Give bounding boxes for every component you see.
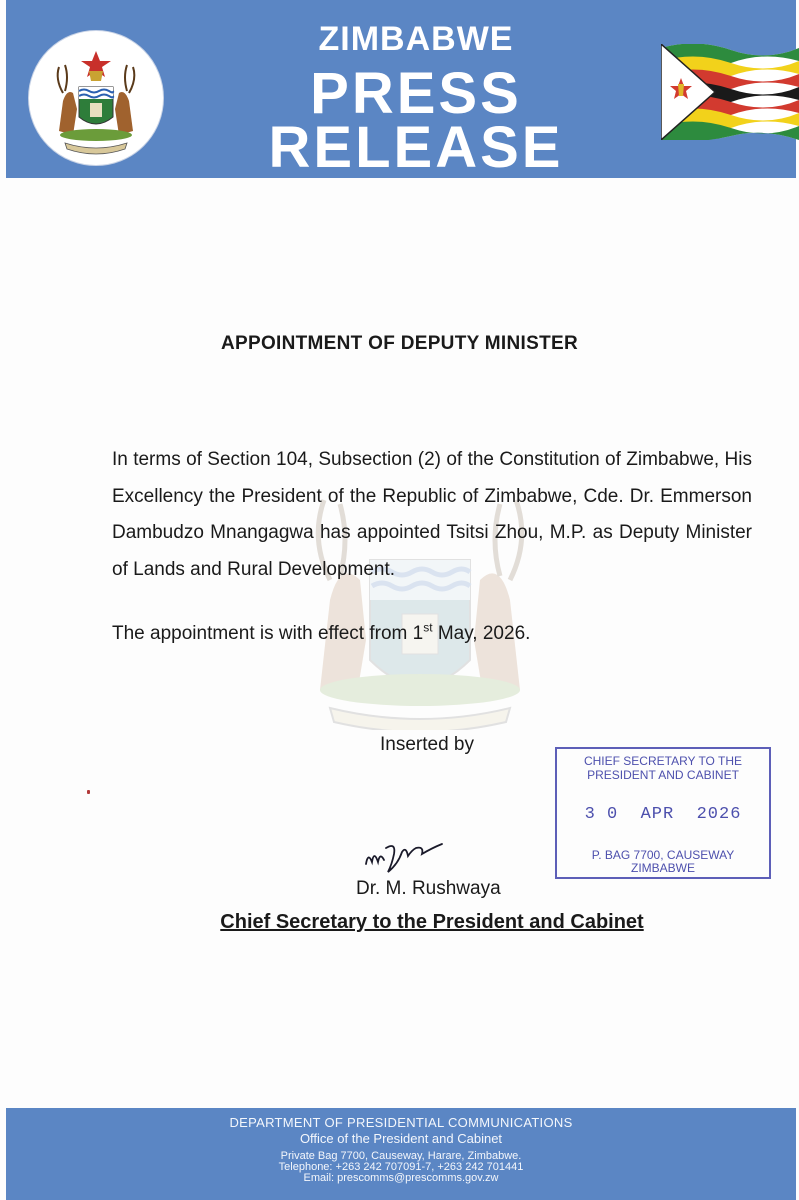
press-release-banner [6,0,796,178]
footer-contacts [6,1151,796,1184]
effective-date-paragraph [112,620,531,645]
footer-banner [6,1108,796,1200]
footer-department: DEPARTMENT OF PRESIDENTIAL COMMUNICATIONS [229,1115,573,1130]
stamp-date: 3 0 APR 2026 [584,805,742,824]
footer-office: Office of the President and Cabinet [299,1131,503,1146]
stamp-office [557,754,769,782]
release-heading: RELEASE [268,115,564,180]
effective-date-text: The appointment is with effect from 1 [112,623,424,644]
document-title: APPOINTMENT OF DEPUTY MINISTER [220,333,578,354]
ordinal-suffix: st [423,620,433,635]
stamp-line-2: PRESIDENT AND CABINET [587,768,739,782]
stamp-line-1: CHIEF SECRETARY TO THE [583,754,743,768]
handwritten-signature-icon [362,838,452,883]
footer-address: Private Bag 7700, Causeway, Harare, Zimbabwe. [280,1150,522,1162]
inserted-by-label: Inserted by [380,734,474,755]
appointment-paragraph: In terms of Section 104, Subsection (2) of the Constitution of Zimbabwe, His Excellency the President of the Republic of Zimbabwe, Cde. Dr. Emmerson Dambudzo Mnangagwa has appointed Tsitsi Zhou, M.P. as Deputy Minister of Lands and Rural Development. [112,449,752,580]
signatory-name: Dr. M. Rushwaya [356,878,501,899]
official-date-stamp [555,747,771,879]
effective-date-text-end: May, 2026. [432,623,531,644]
zimbabwe-coat-of-arms-icon [28,30,164,166]
country-heading: ZIMBABWE [318,20,514,58]
footer-telephone: Telephone: +263 242 707091-7, +263 242 701441 [278,1161,524,1173]
press-heading: PRESS [310,61,522,126]
stamp-address-line-2: ZIMBABWE [630,861,695,875]
signatory-title: Chief Secretary to the President and Cabinet [220,911,644,933]
footer-email: Email: prescomms@prescomms.gov.zw [303,1172,499,1184]
stamp-address [557,849,769,875]
stamp-address-line-1: P. BAG 7700, CAUSEWAY [591,848,735,862]
paper-mark [87,790,90,794]
zimbabwe-flag-icon [661,44,799,145]
